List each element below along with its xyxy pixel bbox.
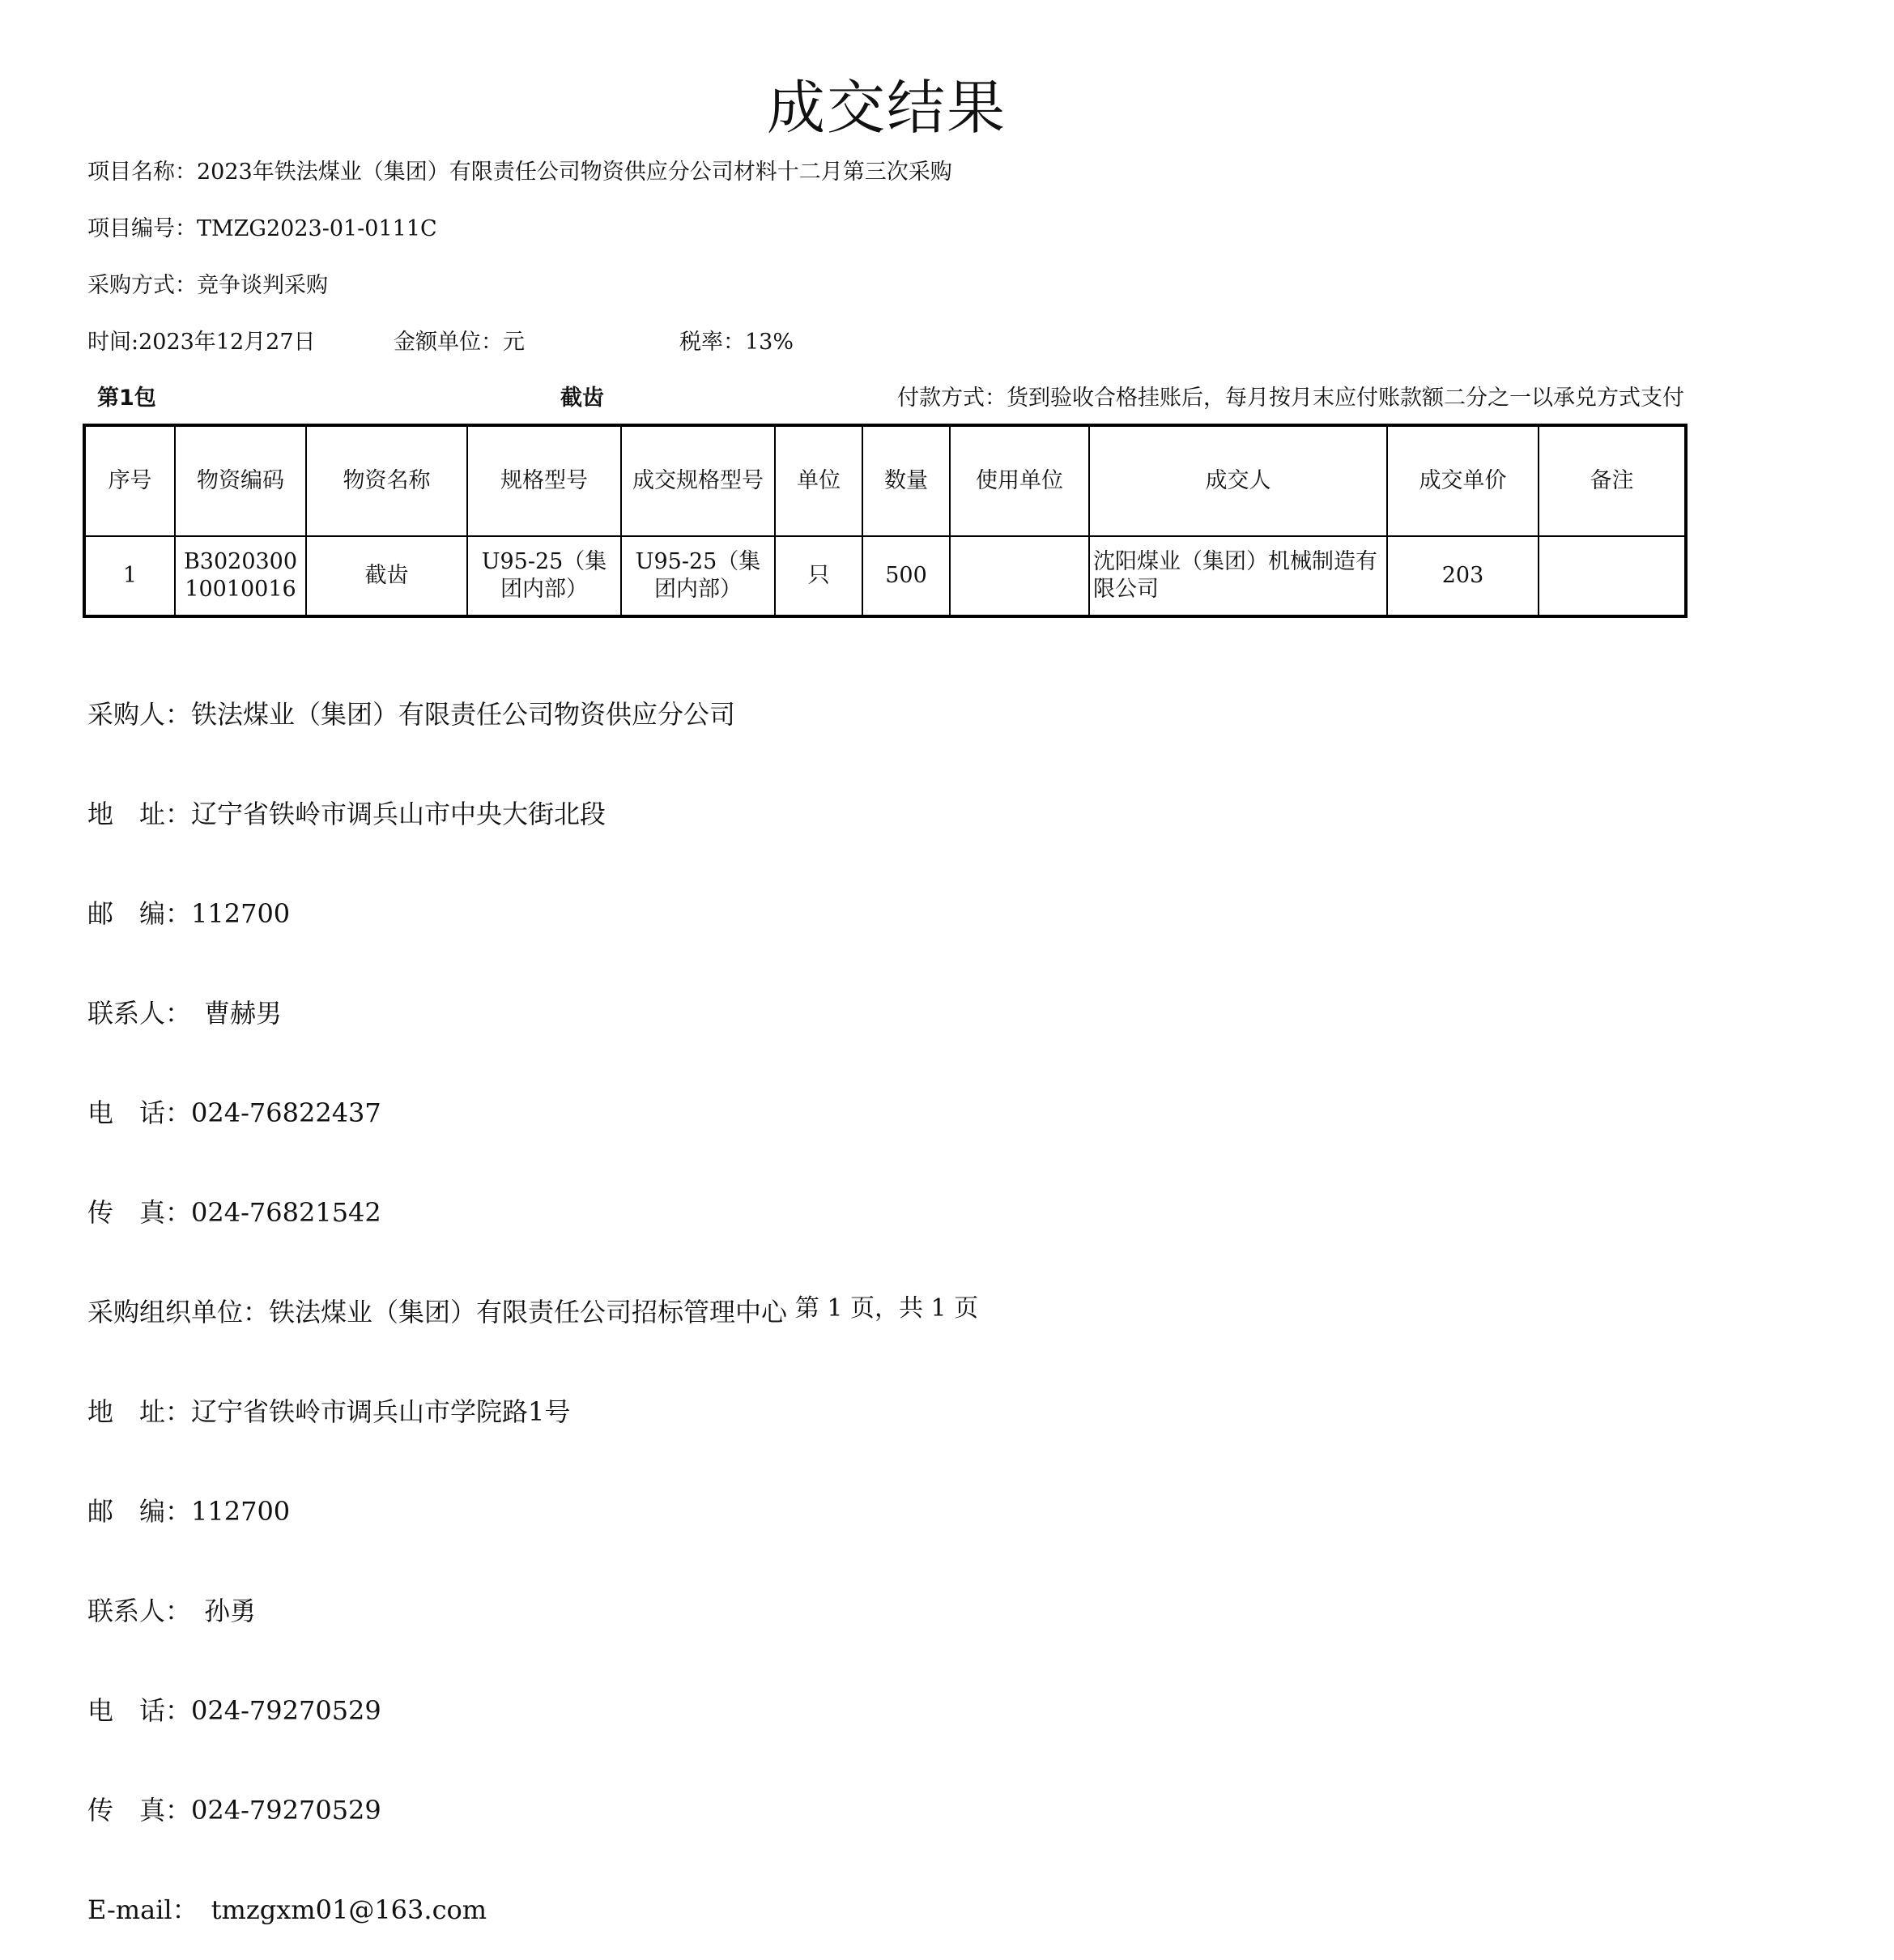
cell-deal-spec: U95-25（集团内部） — [621, 536, 775, 616]
header-quantity: 数量 — [862, 425, 950, 536]
table-header-row — [84, 425, 1686, 536]
page-footer: 第 1 页，共 1 页 — [794, 1294, 979, 1323]
header-remarks: 备注 — [1539, 425, 1686, 536]
header-supplier: 成交人 — [1089, 425, 1387, 536]
package-number: 第1包 — [97, 386, 156, 411]
header-deal-spec: 成交规格型号 — [621, 425, 775, 536]
table-row — [84, 536, 1686, 616]
buyer-name: 采购人：铁法煤业（集团）有限责任公司物资供应分公司 — [87, 699, 736, 730]
buyer-phone: 电 话：024-76822437 — [87, 1097, 381, 1128]
organizer-address: 地 址：辽宁省铁岭市调兵山市学院路1号 — [87, 1396, 571, 1427]
cell-material-code: B302030010010016 — [175, 536, 306, 616]
organizer-email: E-mail： tmzgxm01@163.com — [87, 1894, 487, 1925]
payment-terms: 付款方式：货到验收合格挂账后，每月按月末应付账款额二分之一以承兑方式支付 — [897, 386, 1684, 411]
cell-unit: 只 — [775, 536, 862, 616]
header-unit-price: 成交单价 — [1387, 425, 1539, 536]
organizer-postcode: 邮 编：112700 — [87, 1496, 291, 1527]
page-title: 成交结果 — [766, 74, 1007, 142]
package-header — [97, 382, 1684, 415]
buyer-contact: 联系人： 曹赫男 — [87, 998, 283, 1029]
organizer-phone: 电 话：024-79270529 — [87, 1695, 381, 1726]
cell-user-unit — [950, 536, 1089, 616]
organizer-name: 采购组织单位：铁法煤业（集团）有限责任公司招标管理中心 — [87, 1297, 788, 1327]
header-unit: 单位 — [775, 425, 862, 536]
organizer-fax: 传 真：024-79270529 — [87, 1795, 381, 1826]
cell-spec: U95-25（集团内部） — [467, 536, 621, 616]
cell-quantity: 500 — [862, 536, 950, 616]
currency-unit: 金额单位：元 — [394, 330, 525, 355]
buyer-address: 地 址：辽宁省铁岭市调兵山市中央大街北段 — [87, 799, 607, 829]
cell-remarks — [1539, 536, 1686, 616]
buyer-fax: 传 真：024-76821542 — [87, 1197, 381, 1228]
header-material-name: 物资名称 — [306, 425, 467, 536]
cell-supplier: 沈阳煤业（集团）机械制造有限公司 — [1089, 536, 1387, 616]
header-material-code: 物资编码 — [175, 425, 306, 536]
purchase-time: 时间:2023年12月27日 — [87, 330, 316, 355]
buyer-postcode: 邮 编：112700 — [87, 898, 291, 929]
purchase-method: 采购方式：竞争谈判采购 — [87, 273, 328, 298]
header-spec: 规格型号 — [467, 425, 621, 536]
project-number: 项目编号：TMZG2023-01-0111C — [87, 216, 437, 241]
organizer-contact: 联系人： 孙勇 — [87, 1596, 257, 1626]
tax-rate: 税率：13% — [679, 330, 794, 355]
cell-index: 1 — [84, 536, 175, 616]
project-name: 项目名称：2023年铁法煤业（集团）有限责任公司物资供应分公司材料十二月第三次采购 — [87, 160, 952, 185]
header-user-unit: 使用单位 — [950, 425, 1089, 536]
cell-unit-price: 203 — [1387, 536, 1539, 616]
header-index: 序号 — [84, 425, 175, 536]
time-unit-tax-line — [87, 329, 794, 356]
package-name: 截齿 — [560, 386, 604, 411]
cell-material-name: 截齿 — [306, 536, 467, 616]
result-table — [83, 424, 1688, 618]
